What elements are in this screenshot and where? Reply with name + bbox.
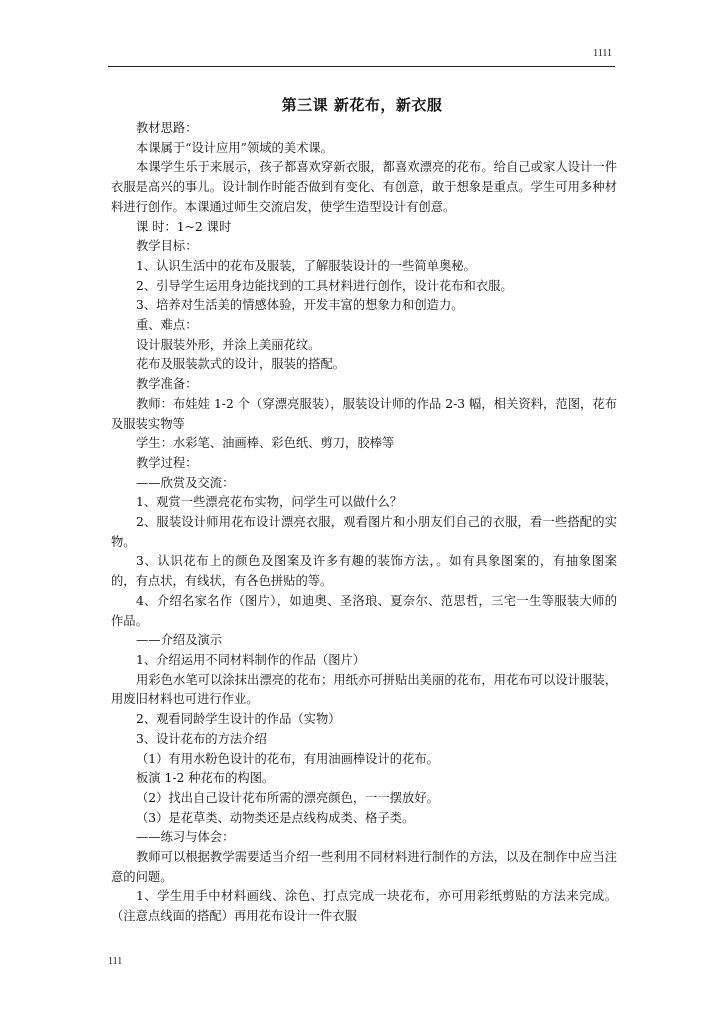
paragraph-9: 重、难点：	[136, 318, 198, 333]
paragraph-19: 3、认识花布上的颜色及图案及许多有趣的装饰方法，。如有具象图案的，有抽象图案的，有点状，有线状，有各色拼贴的等。	[111, 554, 617, 589]
paragraph-3: 本课学生乐于来展示，孩子都喜欢穿新衣服，都喜欢漂亮的花布。给自己或家人设计一件衣服是高兴的事儿。设计制作时能否做到有变化、有创意，敢于想象是重点。学生可用多种材料进行创作。本课通过师生交流启发，使学生造型设计有创意。	[111, 160, 617, 214]
paragraph-21: ——介绍及演示	[136, 633, 223, 648]
paragraph-26: （1）有用水粉色设计的花布，有用油画棒设计的花布。	[136, 751, 439, 766]
paragraph-6: 1、认识生活中的花布及服装，了解服装设计的一些简单奥秘。	[136, 258, 476, 273]
paragraph-32: 1、学生用手中材料画线、涂色、打点完成一块花布，亦可用彩纸剪贴的方法来完成。（注意点线面的搭配）再用花布设计一件衣服	[111, 889, 617, 924]
paragraph-4: 课 时：1~2 课时	[136, 219, 232, 234]
paragraph-14: 学生：水彩笔、油画棒、彩色纸、剪刀，胶棒等	[136, 436, 395, 451]
paragraph-15: 教学过程：	[136, 455, 198, 470]
header-divider	[108, 66, 615, 67]
footer-page-number: 111	[108, 956, 123, 967]
paragraph-18: 2、服装设计师用花布设计漂亮衣服，观看图片和小朋友们自己的衣服，看一些搭配的实物。	[111, 515, 617, 549]
paragraph-12: 教学准备：	[136, 377, 198, 392]
document-body	[111, 119, 617, 927]
paragraph-1: 教材思路：	[136, 121, 198, 135]
paragraph-22: 1、介绍运用不同材料制作的作品（图片）	[136, 652, 366, 667]
header-page-number: 1111	[593, 48, 612, 59]
paragraph-20: 4、介绍名家名作（图片），如迪奥、圣洛琅、夏奈尔、范思哲，三宅一生等服装大师的作品。	[111, 593, 617, 628]
paragraph-2: 本课属于“设计应用”领域的美术课。	[136, 140, 334, 155]
paragraph-11: 花布及服装款式的设计，服装的搭配。	[136, 357, 346, 372]
paragraph-30: ——练习与体会：	[136, 830, 235, 845]
paragraph-27: 板演 1-2 种花布的构图。	[136, 771, 275, 786]
lesson-title: 第三课 新花布，新衣服	[281, 96, 443, 114]
paragraph-16: ——欣赏及交流：	[136, 475, 235, 490]
paragraph-24: 2、观看同龄学生设计的作品（实物）	[136, 712, 341, 727]
paragraph-28: （2）找出自己设计花布所需的漂亮颜色，一一摆放好。	[136, 790, 439, 805]
paragraph-29: （3）是花草类、动物类还是点线构成类、格子类。	[136, 810, 415, 825]
paragraph-31: 教师可以根据教学需要适当介绍一些利用不同材料进行制作的方法，以及在制作中应当注意的问题。	[111, 850, 617, 884]
paragraph-7: 2、引导学生运用身边能找到的工具材料进行创作，设计花布和衣服。	[136, 278, 513, 293]
paragraph-5: 教学目标：	[136, 239, 198, 254]
paragraph-23: 用彩色水笔可以涂抹出漂亮的花布；用纸亦可拼贴出美丽的花布，用花布可以设计服装，用废旧材料也可进行作业。	[111, 672, 617, 707]
paragraph-17: 1、观赏一些漂亮花布实物，问学生可以做什么？	[136, 495, 403, 510]
paragraph-25: 3、设计花布的方法介绍	[136, 731, 267, 746]
paragraph-10: 设计服装外形，并涂上美丽花纹。	[136, 337, 321, 352]
paragraph-13: 教师：布娃娃 1-2 个（穿漂亮服装），服装设计师的作品 2-3 幅，相关资料，范图，花布及服装实物等	[111, 396, 617, 431]
paragraph-8: 3、培养对生活美的情感体验，开发丰富的想象力和创造力。	[136, 298, 464, 313]
